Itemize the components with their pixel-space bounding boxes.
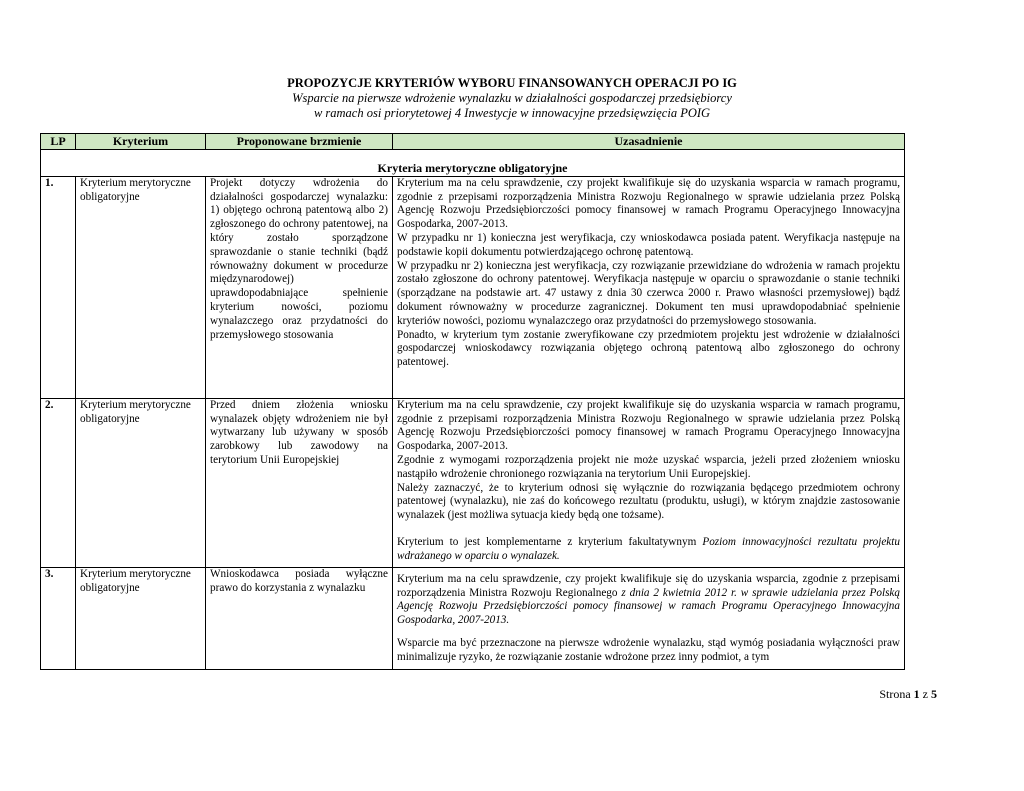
section-row xyxy=(41,149,905,176)
complementary-criterion-name: Poziom innowacyjności rezultatu projektu wdrażanego w oparciu o wynalazek. xyxy=(397,535,900,562)
document-header xyxy=(0,76,1024,121)
complementary-text: Kryterium to jest komplementarne z kryterium fakultatywnym xyxy=(397,535,697,548)
header-kryterium: Kryterium xyxy=(76,134,206,150)
uzasadnienie-paragraph: Ponadto, w kryterium tym zostanie zweryfikowane czy przedmiotem projektu jest wdrożenie w działalności gospodarczej wnioskodawcy rozwiązania objętego ochroną patentową albo zgłoszonego do ochrony patentowej. xyxy=(397,328,900,369)
header-uzasadnienie: Uzasadnienie xyxy=(393,134,905,150)
page-prefix: Strona xyxy=(879,687,911,701)
uzasadnienie-paragraph: Kryterium ma na celu sprawdzenie, czy projekt kwalifikuje się do uzyskania wsparcia w ramach programu, zgodnie z przepisami rozporządzenia Ministra Rozwoju Regionalnego w sprawie udzielania przez Polską Agencję Rozwoju Przedsiębiorczości pomocy finansowej w ramach Programu Operacyjnego Innowacyjna Gospodarka, 2007-2013. xyxy=(397,176,900,231)
row-lp: 2. xyxy=(41,398,76,567)
page-current: 1 xyxy=(913,687,920,701)
uzasadnienie-paragraph: Zgodnie z wymogami rozporządzenia projekt nie może uzyskać wsparcia, jeżeli przed złożeniem wniosku nastąpiło wdrożenie chronionego rozwiązania na terytorium Unii Europejskiej. xyxy=(397,453,900,480)
regulation-text: Kryterium ma na celu sprawdzenie, czy projekt kwalifikuje się do uzyskania wsparcia, zgodnie z przepisami rozporządzenia Ministra Rozwoju Regionalnego xyxy=(397,572,900,599)
row-uzasadnienie xyxy=(393,398,905,567)
table-row xyxy=(41,567,905,669)
header-lp: LP xyxy=(41,134,76,150)
document-title: PROPOZYCJE KRYTERIÓW WYBORU FINANSOWANYCH OPERACJI PO IG xyxy=(287,76,737,90)
row-lp: 3. xyxy=(41,567,76,669)
uzasadnienie-paragraph: Kryterium ma na celu sprawdzenie, czy projekt kwalifikuje się do uzyskania wsparcia w ramach programu, zgodnie z przepisami rozporządzenia Ministra Rozwoju Regionalnego w sprawie udzielania przez Polską Agencję Rozwoju Przedsiębiorczości pomocy finansowej w ramach Programu Operacyjnego Innowacyjna Gospodarka, 2007-2013. xyxy=(397,398,900,453)
uzasadnienie-paragraph xyxy=(397,536,900,564)
page-total: 5 xyxy=(931,687,937,701)
section-title: Kryteria merytoryczne obligatoryjne xyxy=(41,149,905,176)
page-separator: z xyxy=(922,687,928,701)
table-row xyxy=(41,398,905,567)
document-subtitle-2: w ramach osi priorytetowej 4 Inwestycje w innowacyjne przedsięwzięcia POIG xyxy=(313,106,711,120)
row-brzmienie: Przed dniem złożenia wniosku wynalazek objęty wdrożeniem nie był wytwarzany lub używany w sposób zarobkowy lub zawodowy na terytorium Unii Europejskiej xyxy=(206,398,393,567)
criteria-table xyxy=(40,133,905,670)
row-kryterium: Kryterium merytoryczne obligatoryjne xyxy=(76,398,206,567)
row-uzasadnienie xyxy=(393,176,905,398)
row-brzmienie: Projekt dotyczy wdrożenia do działalności gospodarczej wynalazku: 1) objętego ochroną patentową albo 2) zgłoszonego do ochrony patentowej, na który zostało sporządzone sprawozdanie o stanie techniki (bądź równoważny dokument w procedurze międzynarodowej) uprawdopodabniające spełnienie kryterium nowości, poziomu wynalazczego oraz przydatności do przemysłowego stosowania xyxy=(206,176,393,398)
document-subtitle-1: Wsparcie na pierwsze wdrożenie wynalazku w działalności gospodarczej przedsiębiorcy xyxy=(292,91,732,105)
page-number xyxy=(879,687,937,702)
uzasadnienie-paragraph: Wsparcie ma być przeznaczone na pierwsze wdrożenie wynalazku, stąd wymóg posiadania wyłączności praw minimalizuje ryzyko, że rozwiązanie zostanie wdrożone przez inny podmiot, a tym xyxy=(397,636,900,663)
uzasadnienie-paragraph xyxy=(397,573,900,628)
table-header-row xyxy=(41,134,905,150)
header-brzmienie: Proponowane brzmienie xyxy=(206,134,393,150)
row-uzasadnienie xyxy=(393,567,905,669)
regulation-title: z dnia 2 kwietnia 2012 r. w sprawie udzielania przez Polską Agencję Rozwoju Przedsiębiorczości pomocy finansowej w ramach Programu Operacyjnego Innowacyjna Gospodarka, 2007-2013. xyxy=(397,586,900,627)
uzasadnienie-paragraph: W przypadku nr 2) konieczna jest weryfikacja, czy rozwiązanie przewidziane do wdrożenia w ramach projektu zostało zgłoszone do ochrony patentowej. Weryfikacja następuje w oparciu o sprawozdanie o stanie techniki (sporządzane na podstawie art. 47 ustawy z dnia 30 czerwca 2000 r. Prawo własności przemysłowej) bądź dokument równoważny w procedurze zagranicznej. Dokument ten musi uprawdopodabniać spełnienie kryteriów nowości, poziomu wynalazczego oraz przydatności do przemysłowego stosowania. xyxy=(397,259,900,327)
uzasadnienie-paragraph: W przypadku nr 1) konieczna jest weryfikacja, czy wnioskodawca posiada patent. Weryfikacja następuje na podstawie kopii dokumentu potwierdzającego ochronę patentową. xyxy=(397,231,900,258)
row-lp: 1. xyxy=(41,176,76,398)
row-kryterium: Kryterium merytoryczne obligatoryjne xyxy=(76,176,206,398)
row-brzmienie: Wnioskodawca posiada wyłączne prawo do korzystania z wynalazku xyxy=(206,567,393,669)
row-kryterium: Kryterium merytoryczne obligatoryjne xyxy=(76,567,206,669)
table-row xyxy=(41,176,905,398)
uzasadnienie-paragraph: Należy zaznaczyć, że to kryterium odnosi się wyłącznie do rozwiązania będącego przedmiotem ochrony patentowej (wynalazku), nie zaś do końcowego rezultatu (produktu, usługi), w którym znajdzie zastosowanie wynalazek (jest możliwa sytuacja kiedy będą one tożsame). xyxy=(397,481,900,522)
